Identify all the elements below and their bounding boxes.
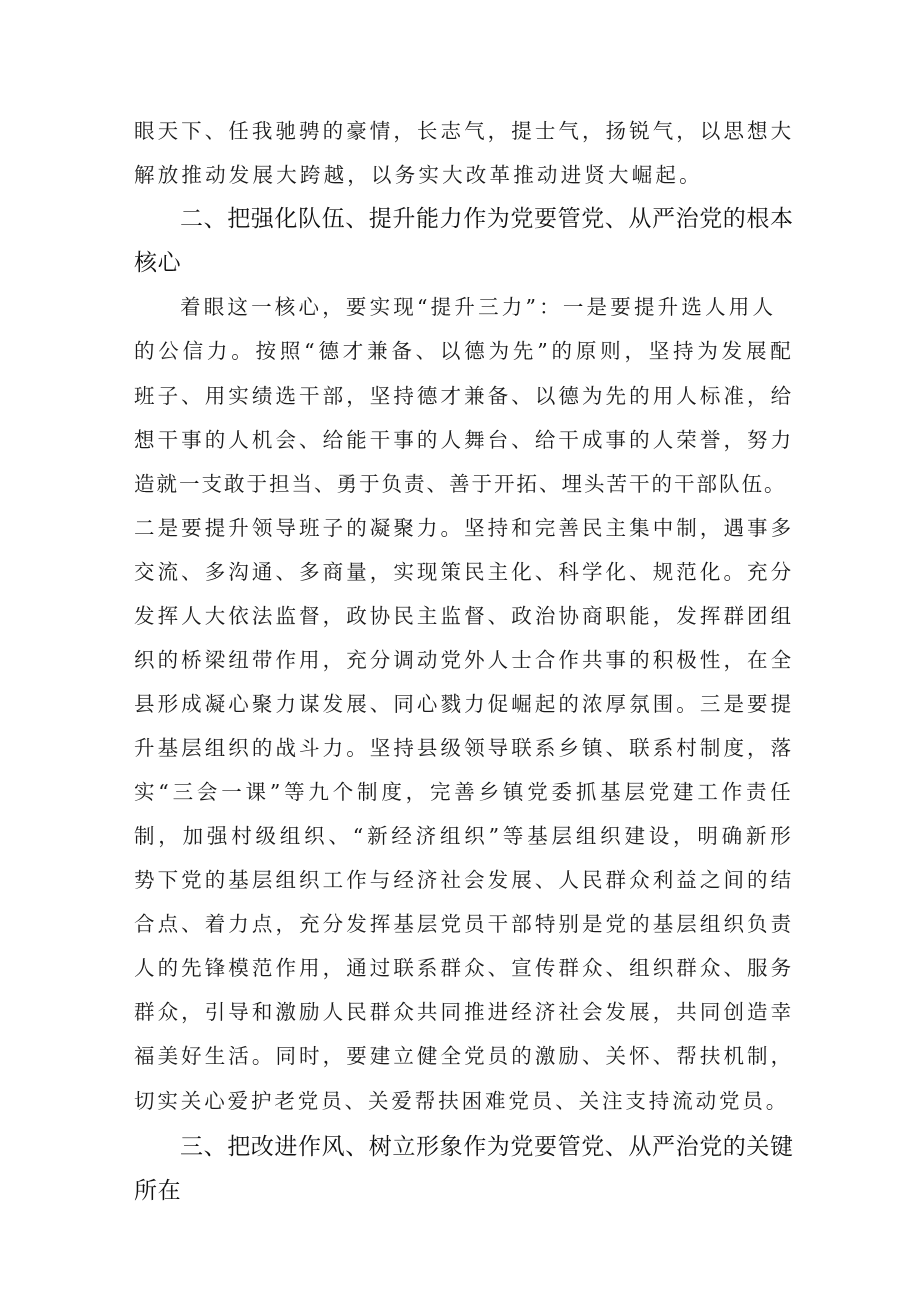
- paragraph-line: 势下党的基层组织工作与经济社会发展、人民群众利益之间的结: [134, 868, 794, 892]
- paragraph-line: 眼天下、任我驰骋的豪情，长志气，提士气，扬锐气，以思想大: [134, 119, 794, 143]
- paragraph-line: 实“三会一课”等九个制度，完善乡镇党委抓基层党建工作责任: [134, 780, 794, 804]
- paragraph-line: 合点、着力点，充分发挥基层党员干部特别是党的基层组织负责: [134, 912, 794, 936]
- paragraph-line: 群众，引导和激励人民群众共同推进经济社会发展，共同创造幸: [134, 1000, 794, 1024]
- paragraph-line: 切实关心爱护老党员、关爱帮扶困难党员、关注支持流动党员。: [134, 1089, 790, 1113]
- section-heading: 三、把改进作风、树立形象作为党要管党、从严治党的关键: [180, 1134, 794, 1160]
- paragraph-line: 解放推动发展大跨越，以务实大改革推动进贤大崛起。: [134, 163, 703, 187]
- paragraph-line: 造就一支敢于担当、勇于负责、善于开拓、埋头苦干的干部队伍。: [134, 472, 787, 496]
- paragraph-line: 交流、多沟通、多商量，实现策民主化、科学化、规范化。充分: [134, 560, 794, 584]
- section-heading: 二、把强化队伍、提升能力作为党要管党、从严治党的根本: [180, 206, 794, 232]
- paragraph-line: 想干事的人机会、给能干事的人舞台、给干成事的人荣誉，努力: [134, 428, 794, 452]
- paragraph-line: 着眼这一核心，要实现“提升三力”：一是要提升选人用人: [180, 295, 777, 319]
- paragraph-line: 制，加强村级组织、“新经济组织”等基层组织建设，明确新形: [134, 824, 794, 848]
- section-heading: 所在: [134, 1178, 182, 1204]
- paragraph-line: 县形成凝心聚力谋发展、同心戮力促崛起的浓厚氛围。三是要提: [134, 692, 794, 716]
- paragraph-line: 福美好生活。同时，要建立健全党员的激励、关怀、帮扶机制，: [134, 1044, 794, 1068]
- section-heading: 核心: [134, 250, 182, 276]
- paragraph-line: 发挥人大依法监督，政协民主监督、政治协商职能，发挥群团组: [134, 604, 794, 628]
- paragraph-line: 二是要提升领导班子的凝聚力。坚持和完善民主集中制，遇事多: [134, 516, 794, 540]
- paragraph-line: 升基层组织的战斗力。坚持县级领导联系乡镇、联系村制度，落: [134, 736, 794, 760]
- paragraph-line: 的公信力。按照“德才兼备、以德为先”的原则，坚持为发展配: [134, 339, 794, 363]
- paragraph-line: 织的桥梁纽带作用，充分调动党外人士合作共事的积极性，在全: [134, 648, 794, 672]
- paragraph-line: 班子、用实绩选干部，坚持德才兼备、以德为先的用人标准，给: [134, 384, 794, 408]
- paragraph-line: 人的先锋模范作用，通过联系群众、宣传群众、组织群众、服务: [134, 956, 794, 980]
